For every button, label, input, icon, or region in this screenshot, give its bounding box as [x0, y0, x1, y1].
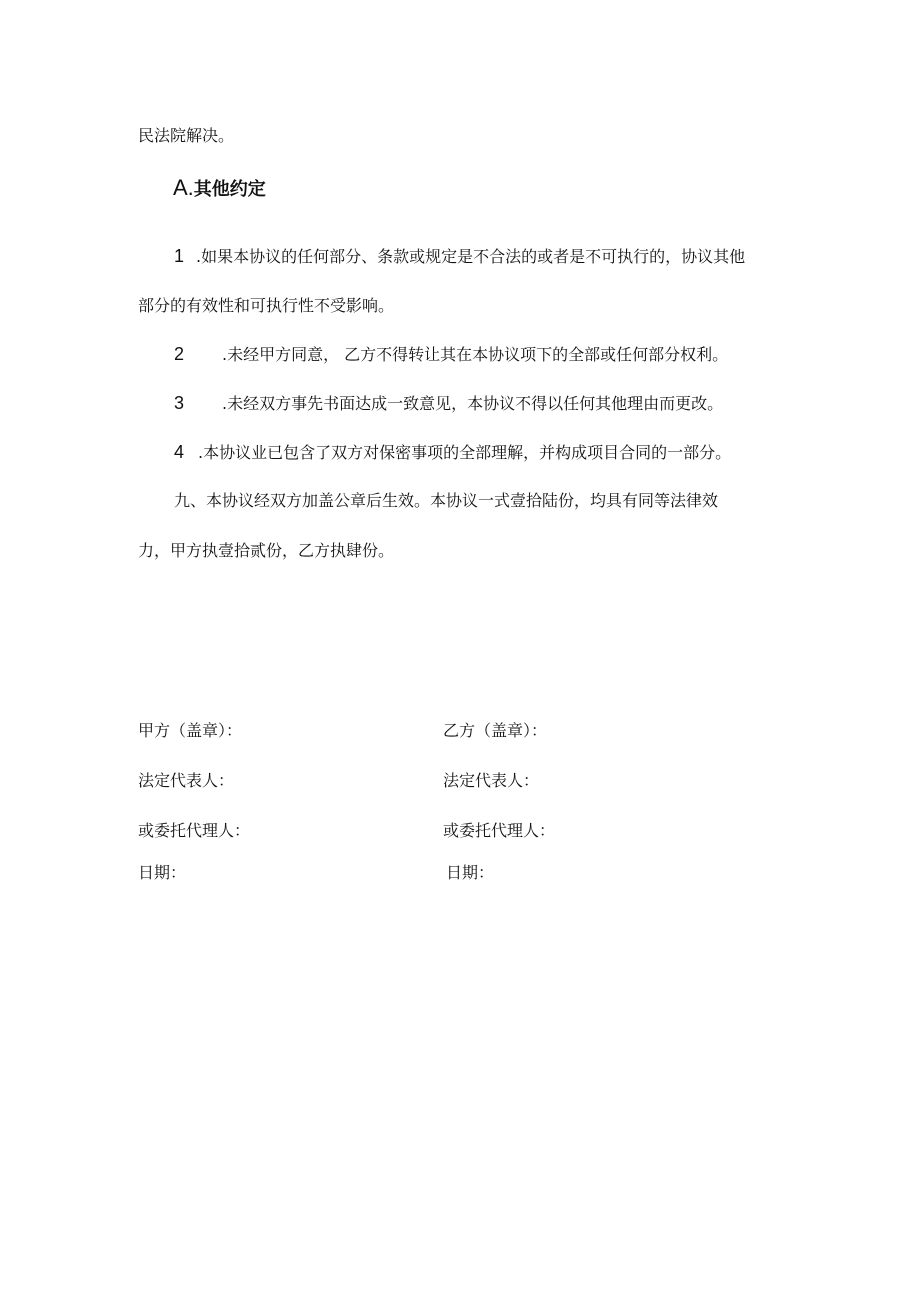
- party-a-agent: 或委托代理人：: [138, 821, 251, 840]
- clause-text: .未经双方事先书面达成一致意见，本协议不得以任何其他理由而更改。: [222, 394, 724, 413]
- clause-text: .如果本协议的任何部分、条款或规定是不合法的或者是不可执行的，协议其他: [196, 247, 746, 266]
- party-b-agent: 或委托代理人：: [443, 821, 556, 840]
- clause-1: [174, 246, 745, 267]
- article-nine-line1: 九、本协议经双方加盖公章后生效。本协议一式壹拾陆份，均具有同等法律效: [174, 491, 719, 510]
- clause-number: 2: [174, 344, 185, 364]
- clause-4: [174, 442, 731, 463]
- clause-3: [174, 393, 723, 414]
- party-a-date: 日期：: [138, 863, 187, 882]
- clause-2: [174, 344, 728, 365]
- party-b-representative: 法定代表人：: [443, 771, 540, 790]
- party-b-date: 日期：: [446, 863, 495, 882]
- party-a-seal: 甲方（盖章）：: [138, 721, 243, 740]
- section-letter: A.: [173, 175, 194, 200]
- article-nine-line2: 力，甲方执壹拾贰份，乙方执肆份。: [138, 541, 395, 560]
- clause-1-continuation: 部分的有效性和可执行性不受影响。: [138, 296, 395, 315]
- party-b-seal: 乙方（盖章）：: [443, 721, 548, 740]
- clause-number: 4: [174, 442, 185, 462]
- party-a-representative: 法定代表人：: [138, 771, 235, 790]
- clause-number: 3: [174, 393, 185, 413]
- clause-text: .未经甲方同意， 乙方不得转让其在本协议项下的全部或任何部分权利。: [222, 345, 729, 364]
- section-heading: [173, 175, 266, 200]
- section-title: 其他约定: [193, 179, 266, 200]
- clause-number: 1: [174, 246, 185, 266]
- clause-text: .本协议业已包含了双方对保密事项的全部理解，并构成项目合同的一部分。: [198, 443, 732, 462]
- continuation-text: 民法院解决。: [138, 126, 235, 145]
